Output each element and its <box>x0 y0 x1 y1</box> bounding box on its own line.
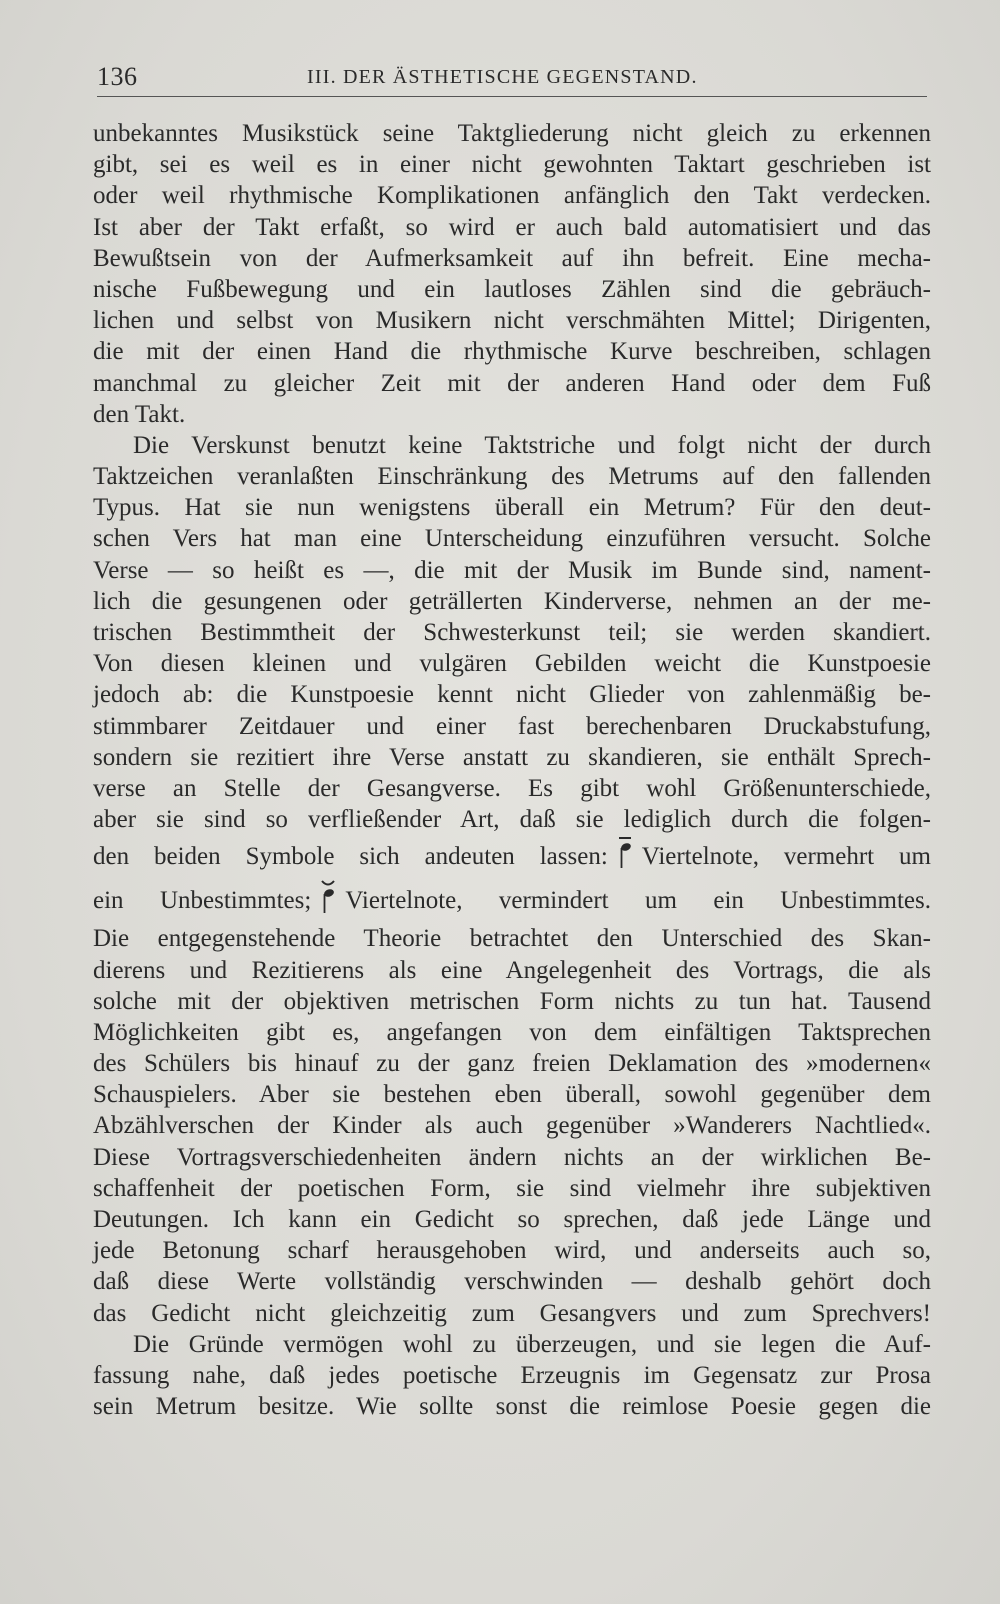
body-text <box>93 118 931 1422</box>
symbol-line-text-after: Viertelnote, vermindert um ein Unbestimmtes. <box>345 887 931 915</box>
text-line: Typus. Hat sie nun wenigstens überall ein Metrum? Für den deut- <box>93 494 931 522</box>
text-line: schaffenheit der poetischen Form, sie sind vielmehr ihre subjektiven <box>93 1174 931 1202</box>
text-line: gibt, sei es weil es in einer nicht gewohnten Taktart geschrieben ist <box>93 151 931 179</box>
text-line: Von diesen kleinen und vulgären Gebilden weicht die Kunstpoesie <box>93 650 931 678</box>
running-head: III. DER ÄSTHETISCHE GEGENSTAND. <box>307 66 698 88</box>
text-line: jede Betonung scharf herausgehoben wird, und anderseits auch so, <box>93 1237 931 1265</box>
text-line: Deutungen. Ich kann ein Gedicht so sprechen, daß jede Länge und <box>93 1206 931 1233</box>
text-line: solche mit der objektiven metrischen Form nichts zu tun hat. Tausend <box>93 987 931 1015</box>
text-line: Bewußtsein von der Aufmerksamkeit auf ihn befreit. Eine mecha- <box>93 244 931 272</box>
text-line: daß diese Werte vollständig verschwinden — deshalb gehört doch <box>93 1268 931 1296</box>
text-line: Diese Vortragsverschiedenheiten ändern nichts an der wirklichen Be- <box>93 1143 931 1171</box>
text-line: stimmbarer Zeitdauer und einer fast berechenbaren Druckabstufung, <box>93 712 931 740</box>
text-line: den Takt. <box>93 400 186 428</box>
text-line: des Schülers bis hinauf zu der ganz freien Deklamation des »modernen« <box>93 1050 931 1078</box>
page-header <box>97 62 927 97</box>
quarter-note-with-bar-above-icon <box>616 840 634 870</box>
text-line: sein Metrum besitze. Wie sollte sonst die reimlose Poesie gegen die <box>93 1393 931 1421</box>
text-line: Die entgegenstehende Theorie betrachtet den Unterschied des Skan- <box>93 925 931 953</box>
paragraph-start-line: Die Verskunst benutzt keine Taktstriche und folgt nicht der durch <box>133 431 931 459</box>
text-line: unbekanntes Musikstück seine Taktgliederung nicht gleich zu erkennen <box>93 120 931 147</box>
text-line: sondern sie rezitiert ihre Verse anstatt zu skandieren, sie enthält Sprech- <box>93 743 931 771</box>
text-line: verse an Stelle der Gesangverse. Es gibt wohl Größenunterschiede, <box>93 774 931 802</box>
text-line: manchmal zu gleicher Zeit mit der anderen Hand oder dem Fuß <box>93 369 931 397</box>
text-line: Möglichkeiten gibt es, angefangen von dem einfältigen Taktsprechen <box>93 1018 931 1046</box>
text-line: oder weil rhythmische Komplikationen anfänglich den Takt verdecken. <box>93 182 931 210</box>
text-line: die mit der einen Hand die rhythmische Kurve beschreiben, schlagen <box>93 338 931 366</box>
symbol-line-text-before: den beiden Symbole sich andeuten lassen: <box>93 843 608 871</box>
text-line: lichen und selbst von Musikern nicht verschmähten Mittel; Dirigenten, <box>93 307 931 335</box>
text-line: Ist aber der Takt erfaßt, so wird er auch bald automatisiert und das <box>93 213 931 241</box>
symbol-line <box>93 835 931 879</box>
text-line: dierens und Rezitierens als eine Angelegenheit des Vortrags, die als <box>93 956 931 984</box>
text-line: Verse — so heißt es —, die mit der Musik im Bunde sind, nament- <box>93 556 931 584</box>
text-line: schen Vers hat man eine Unterscheidung einzuführen versucht. Solche <box>93 525 931 553</box>
text-line: das Gedicht nicht gleichzeitig zum Gesangvers und zum Sprechvers! <box>93 1299 931 1327</box>
text-line: aber sie sind so verfließender Art, daß sie lediglich durch die folgen- <box>93 806 931 834</box>
symbol-line-text-before: ein Unbestimmtes; <box>93 887 312 915</box>
text-line: Taktzeichen veranlaßten Einschränkung des Metrums auf den fallenden <box>93 463 931 491</box>
paragraph-start-line: Die Gründe vermögen wohl zu überzeugen, und sie legen die Auf- <box>133 1330 931 1358</box>
text-line: fassung nahe, daß jedes poetische Erzeugnis im Gegensatz zur Prosa <box>93 1361 931 1389</box>
quarter-note-with-breve-above-icon <box>319 884 337 914</box>
text-line: lich die gesungenen oder geträllerten Kinderverse, nehmen an der me- <box>93 587 931 615</box>
page-number: 136 <box>97 62 138 91</box>
text-line: jedoch ab: die Kunstpoesie kennt nicht Glieder von zahlenmäßig be- <box>93 681 931 709</box>
symbol-line-text-after: Viertelnote, vermehrt um <box>641 843 931 871</box>
text-line: Abzählverschen der Kinder als auch gegenüber »Wanderers Nachtlied«. <box>93 1112 931 1140</box>
text-line: nische Fußbewegung und ein lautloses Zählen sind die gebräuch- <box>93 275 931 303</box>
text-line: Schauspielers. Aber sie bestehen eben überall, sowohl gegenüber dem <box>93 1081 931 1109</box>
symbol-line <box>93 879 931 923</box>
text-line: trischen Bestimmtheit der Schwesterkunst teil; sie werden skandiert. <box>93 619 931 646</box>
